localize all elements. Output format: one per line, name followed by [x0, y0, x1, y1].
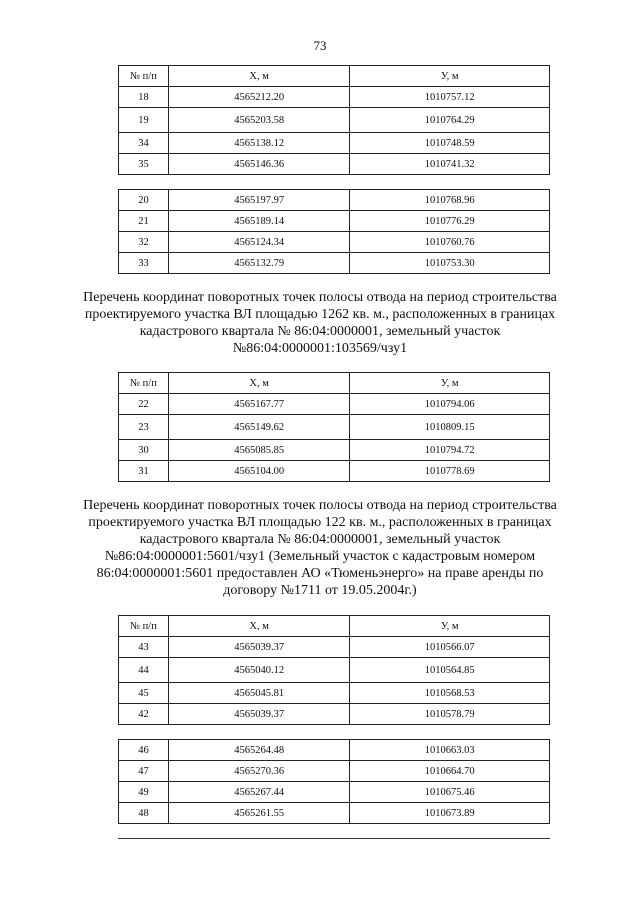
table-row: [119, 253, 550, 274]
cell-x: 4565264.48: [168, 740, 350, 761]
coordinates-table-3: [118, 372, 550, 482]
heading-line: Перечень координат поворотных точек полосы отвода на период строительства: [83, 498, 557, 513]
cell-y: 1010664.70: [350, 761, 550, 782]
cell-x: 4565167.77: [168, 394, 350, 415]
cell-number: 35: [119, 154, 169, 175]
table-row: [119, 211, 550, 232]
table-row: [119, 87, 550, 108]
cell-number: 19: [119, 108, 169, 133]
cell-y: 1010663.03: [350, 740, 550, 761]
cell-x: 4565045.81: [168, 683, 350, 704]
table-row: [119, 740, 550, 761]
cell-x: 4565039.37: [168, 704, 350, 725]
cell-number: 18: [119, 87, 169, 108]
cell-number: 32: [119, 232, 169, 253]
cell-y: 1010748.59: [350, 133, 550, 154]
section-heading-2: [70, 497, 570, 599]
heading-line: договору №1711 от 19.05.2004г.): [223, 583, 417, 598]
table-row: [119, 232, 550, 253]
table-row: [119, 704, 550, 725]
section-heading-1: [70, 289, 570, 357]
column-header-x: X, м: [168, 616, 350, 637]
table-header-row: [119, 66, 550, 87]
cell-x: 4565203.58: [168, 108, 350, 133]
cell-y: 1010760.76: [350, 232, 550, 253]
column-header-x: X, м: [168, 66, 350, 87]
column-header-number: № п/п: [119, 616, 169, 637]
table-row: [119, 683, 550, 704]
cell-y: 1010776.29: [350, 211, 550, 232]
cell-y: 1010566.07: [350, 637, 550, 658]
table-row: [119, 133, 550, 154]
table-row: [119, 394, 550, 415]
cell-number: 49: [119, 782, 169, 803]
cell-number: 42: [119, 704, 169, 725]
cell-x: 4565132.79: [168, 253, 350, 274]
cell-number: 33: [119, 253, 169, 274]
bottom-divider: [118, 838, 550, 839]
column-header-number: № п/п: [119, 66, 169, 87]
cell-x: 4565212.20: [168, 87, 350, 108]
table-row: [119, 761, 550, 782]
coordinates-table-5: [118, 739, 550, 824]
cell-y: 1010568.53: [350, 683, 550, 704]
cell-number: 43: [119, 637, 169, 658]
cell-y: 1010753.30: [350, 253, 550, 274]
coordinates-table-4: [118, 615, 550, 725]
heading-line: кадастрового квартала № 86:04:0000001, земельный участок: [139, 532, 501, 547]
cell-x: 4565270.36: [168, 761, 350, 782]
cell-x: 4565124.34: [168, 232, 350, 253]
table-row: [119, 415, 550, 440]
cell-number: 30: [119, 440, 169, 461]
heading-line: №86:04:0000001:103569/чзу1: [232, 341, 408, 356]
column-header-x: X, м: [168, 373, 350, 394]
table-row: [119, 782, 550, 803]
column-header-y: У, м: [350, 66, 550, 87]
table-row: [119, 190, 550, 211]
cell-number: 22: [119, 394, 169, 415]
cell-x: 4565104.00: [168, 461, 350, 482]
table-row: [119, 461, 550, 482]
cell-y: 1010768.96: [350, 190, 550, 211]
cell-x: 4565039.37: [168, 637, 350, 658]
cell-number: 31: [119, 461, 169, 482]
cell-number: 21: [119, 211, 169, 232]
cell-number: 44: [119, 658, 169, 683]
cell-y: 1010764.29: [350, 108, 550, 133]
cell-number: 46: [119, 740, 169, 761]
cell-number: 47: [119, 761, 169, 782]
coordinates-table-2: [118, 189, 550, 274]
heading-line: проектируемого участка ВЛ площадью 1262 кв. м., расположенных в границах: [84, 307, 556, 322]
heading-line: проектируемого участка ВЛ площадью 122 кв. м., расположенных в границах: [88, 515, 552, 530]
cell-x: 4565267.44: [168, 782, 350, 803]
table-row: [119, 803, 550, 824]
heading-line: №86:04:0000001:5601/чзу1 (Земельный участок с кадастровым номером: [104, 549, 536, 564]
column-header-number: № п/п: [119, 373, 169, 394]
cell-x: 4565085.85: [168, 440, 350, 461]
page-number: 73: [313, 38, 327, 53]
cell-number: 34: [119, 133, 169, 154]
heading-line: кадастрового квартала № 86:04:0000001, земельный участок: [139, 324, 501, 339]
cell-number: 23: [119, 415, 169, 440]
cell-y: 1010778.69: [350, 461, 550, 482]
cell-x: 4565149.62: [168, 415, 350, 440]
table-row: [119, 440, 550, 461]
table-header-row: [119, 373, 550, 394]
table-row: [119, 637, 550, 658]
cell-number: 48: [119, 803, 169, 824]
cell-y: 1010675.46: [350, 782, 550, 803]
cell-y: 1010794.72: [350, 440, 550, 461]
heading-line: 86:04:0000001:5601 предоставлен АО «Тюменьэнерго» на праве аренды по: [96, 566, 544, 581]
cell-number: 20: [119, 190, 169, 211]
cell-y: 1010564.85: [350, 658, 550, 683]
cell-x: 4565197.97: [168, 190, 350, 211]
cell-x: 4565261.55: [168, 803, 350, 824]
table-row: [119, 108, 550, 133]
cell-y: 1010741.32: [350, 154, 550, 175]
coordinates-table-1: [118, 65, 550, 175]
table-row: [119, 658, 550, 683]
column-header-y: У, м: [350, 616, 550, 637]
column-header-y: У, м: [350, 373, 550, 394]
cell-y: 1010673.89: [350, 803, 550, 824]
cell-number: 45: [119, 683, 169, 704]
cell-x: 4565138.12: [168, 133, 350, 154]
cell-y: 1010794.06: [350, 394, 550, 415]
table-row: [119, 154, 550, 175]
heading-line: Перечень координат поворотных точек полосы отвода на период строительства: [83, 290, 557, 305]
cell-y: 1010809.15: [350, 415, 550, 440]
cell-x: 4565189.14: [168, 211, 350, 232]
cell-y: 1010578.79: [350, 704, 550, 725]
table-header-row: [119, 616, 550, 637]
cell-x: 4565040.12: [168, 658, 350, 683]
cell-x: 4565146.36: [168, 154, 350, 175]
cell-y: 1010757.12: [350, 87, 550, 108]
